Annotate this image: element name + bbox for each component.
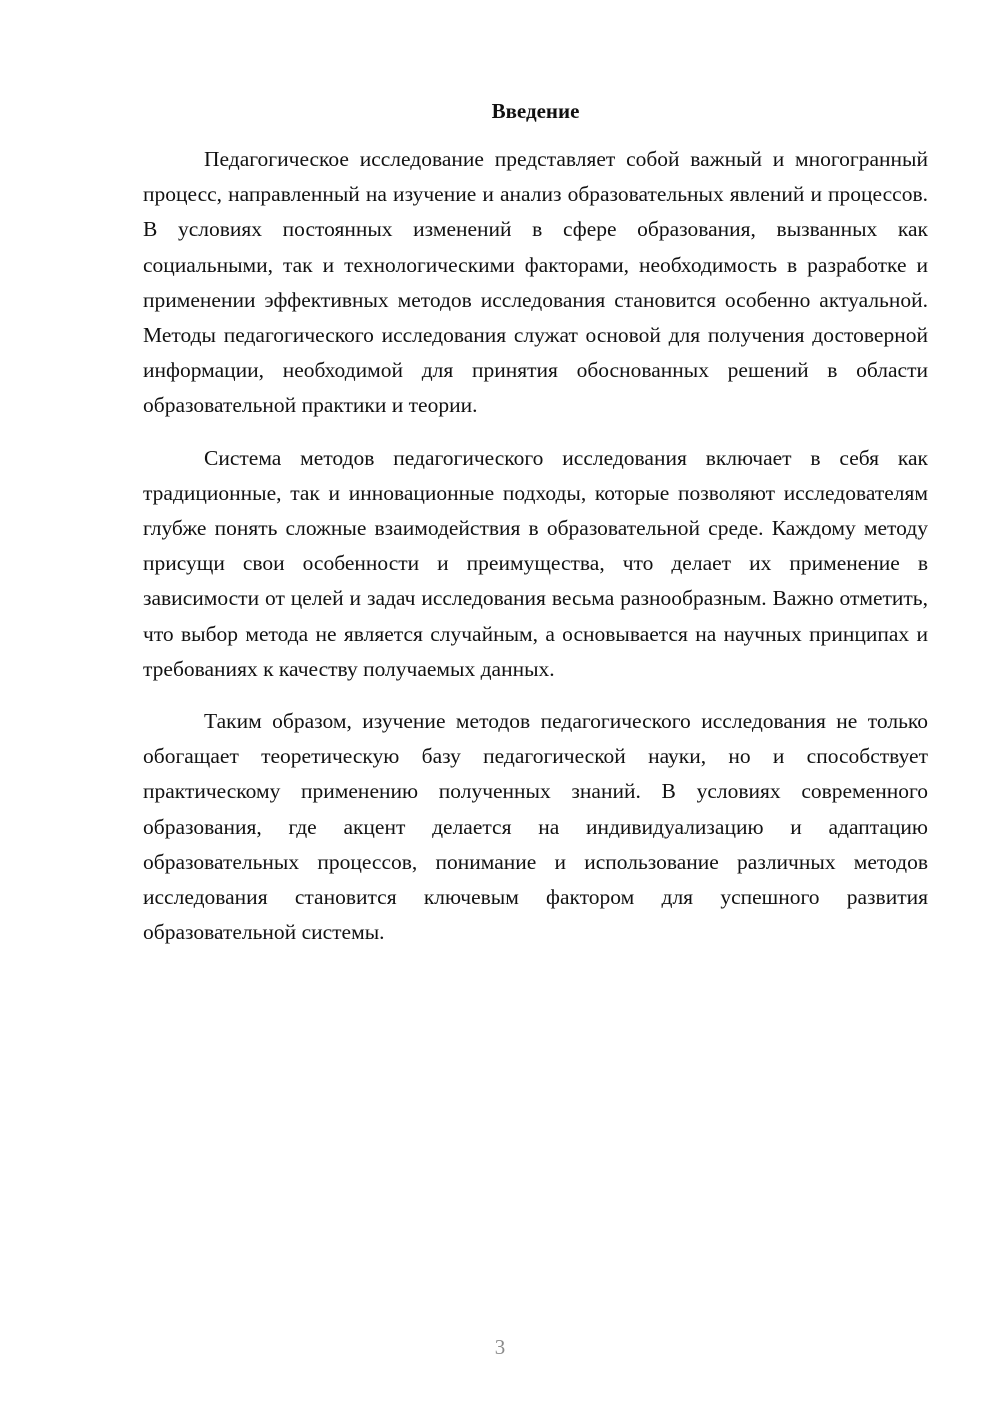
paragraph-2: Система методов педагогического исследования включает в себя как традиционные, так и инновационные подходы, которые позволяют исследователям глубже понять сложные взаимодействия в образовательной среде. Каждому методу присущи свои особенности и преимущества, что делает их применение в зависимости от целей и задач исследования весьма разнообразным. Важно отметить, что выбор метода не является случайным, а основывается на научных принципах и требованиях к качеству получаемых данных. (143, 445, 928, 681)
page-number: 3 (494, 1335, 506, 1359)
body-text (143, 142, 928, 967)
paragraph-3: Таким образом, изучение методов педагогического исследования не только обогащает теоретическую базу педагогической науки, но и способствует практическому применению полученных знаний. В условиях современного образования, где акцент делается на индивидуализацию и адаптацию образовательных процессов, понимание и использование различных методов исследования становится ключевым фактором для успешного развития образовательной системы. (143, 709, 928, 945)
section-title: Введение (491, 99, 580, 123)
paragraph-1: Педагогическое исследование представляет собой важный и многогранный процесс, направленный на изучение и анализ образовательных явлений и процессов. В условиях постоянных изменений в сфере образования, вызванных как социальными, так и технологическими факторами, необходимость в разработке и применении эффективных методов исследования становится особенно актуальной. Методы педагогического исследования служат основой для получения достоверной информации, необходимой для принятия обоснованных решений в области образовательной практики и теории. (143, 147, 928, 418)
